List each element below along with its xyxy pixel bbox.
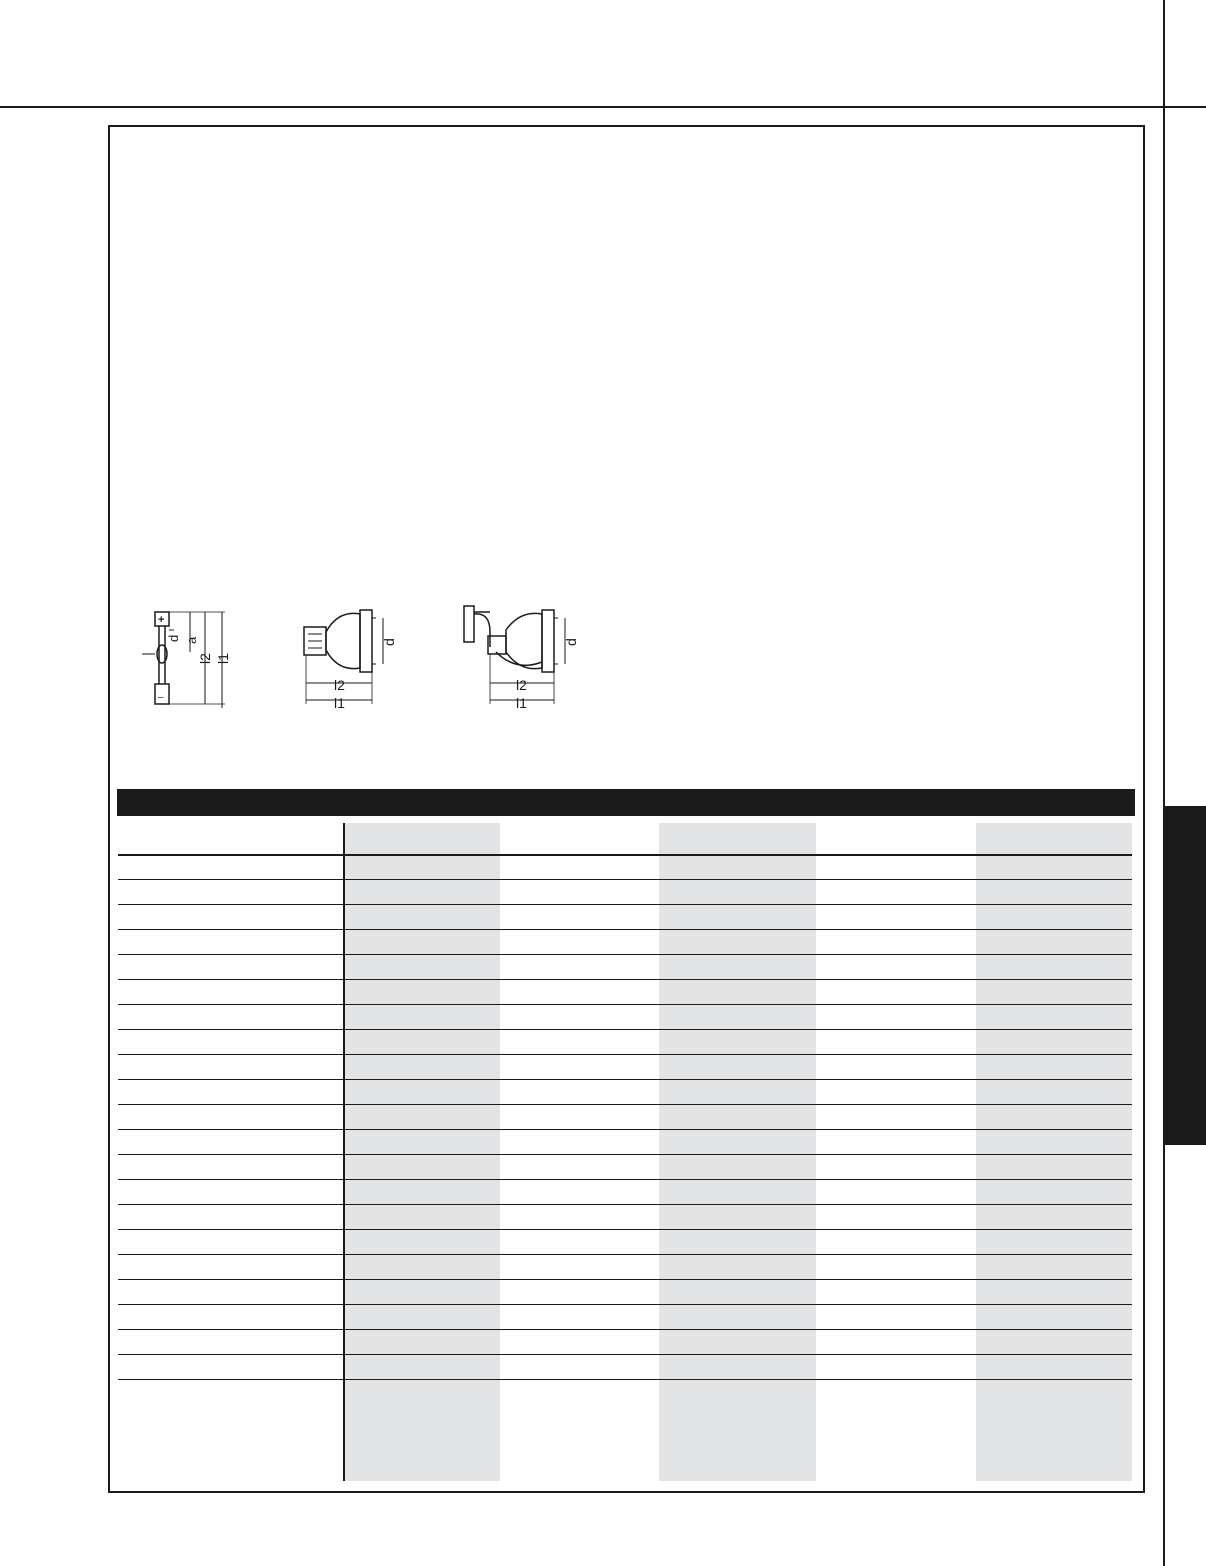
table-row-rule [118, 1304, 1132, 1305]
table-row-rule [118, 1079, 1132, 1080]
lamp-1-d-label: d [166, 634, 181, 642]
lamp-1-l1-label: l1 [215, 653, 231, 664]
lamp-3-l1-label: l1 [516, 695, 527, 711]
lamp-1-plus-label: + [158, 614, 165, 626]
table-row-rule [118, 1204, 1132, 1205]
page-edge-rule [1163, 0, 1165, 1566]
table-row-rule [118, 1154, 1132, 1155]
shaded-column-3 [659, 823, 816, 1481]
lamp-2-dimension-drawing [298, 592, 408, 717]
lamp-1-minus-label: – [158, 692, 164, 703]
lamp-2-l1-label: l1 [334, 695, 345, 711]
table-row-rule [118, 1329, 1132, 1330]
table-row-rule [118, 1029, 1132, 1030]
data-table [118, 823, 1132, 1483]
table-header-rule [118, 854, 1132, 856]
table-row-rule [118, 1254, 1132, 1255]
table-row-rule [118, 1379, 1132, 1380]
lamp-3-d-label: d [563, 638, 579, 646]
top-rule [0, 106, 1206, 108]
table-row-rule [118, 1229, 1132, 1230]
lamp-3-l2-label: l2 [516, 677, 527, 693]
lamp-1-dimension-drawing [130, 592, 240, 717]
lamp-2-l2-label: l2 [334, 677, 345, 693]
lamp-1-a-label: a [184, 636, 199, 644]
table-row-rule [118, 879, 1132, 880]
table-row-rule [118, 1279, 1132, 1280]
table-row-rule [118, 1054, 1132, 1055]
shaded-column-1 [345, 823, 500, 1481]
table-header-bar [117, 789, 1135, 816]
table-row-rule [118, 929, 1132, 930]
shaded-column-5 [976, 823, 1132, 1481]
table-row-rule [118, 979, 1132, 980]
table-row-rule [118, 1354, 1132, 1355]
table-row-rule [118, 1129, 1132, 1130]
table-row-rule [118, 904, 1132, 905]
table-row-rule [118, 954, 1132, 955]
section-tab-marker [1165, 806, 1206, 1145]
lamp-1-l2-label: l2 [197, 653, 213, 664]
table-row-rule [118, 1004, 1132, 1005]
table-row-rule [118, 1104, 1132, 1105]
lamp-3-dimension-drawing [460, 592, 590, 717]
lamp-2-d-label: d [381, 638, 397, 646]
table-row-rule [118, 1179, 1132, 1180]
dimension-drawings [130, 592, 590, 717]
label-column-divider [343, 823, 345, 1481]
